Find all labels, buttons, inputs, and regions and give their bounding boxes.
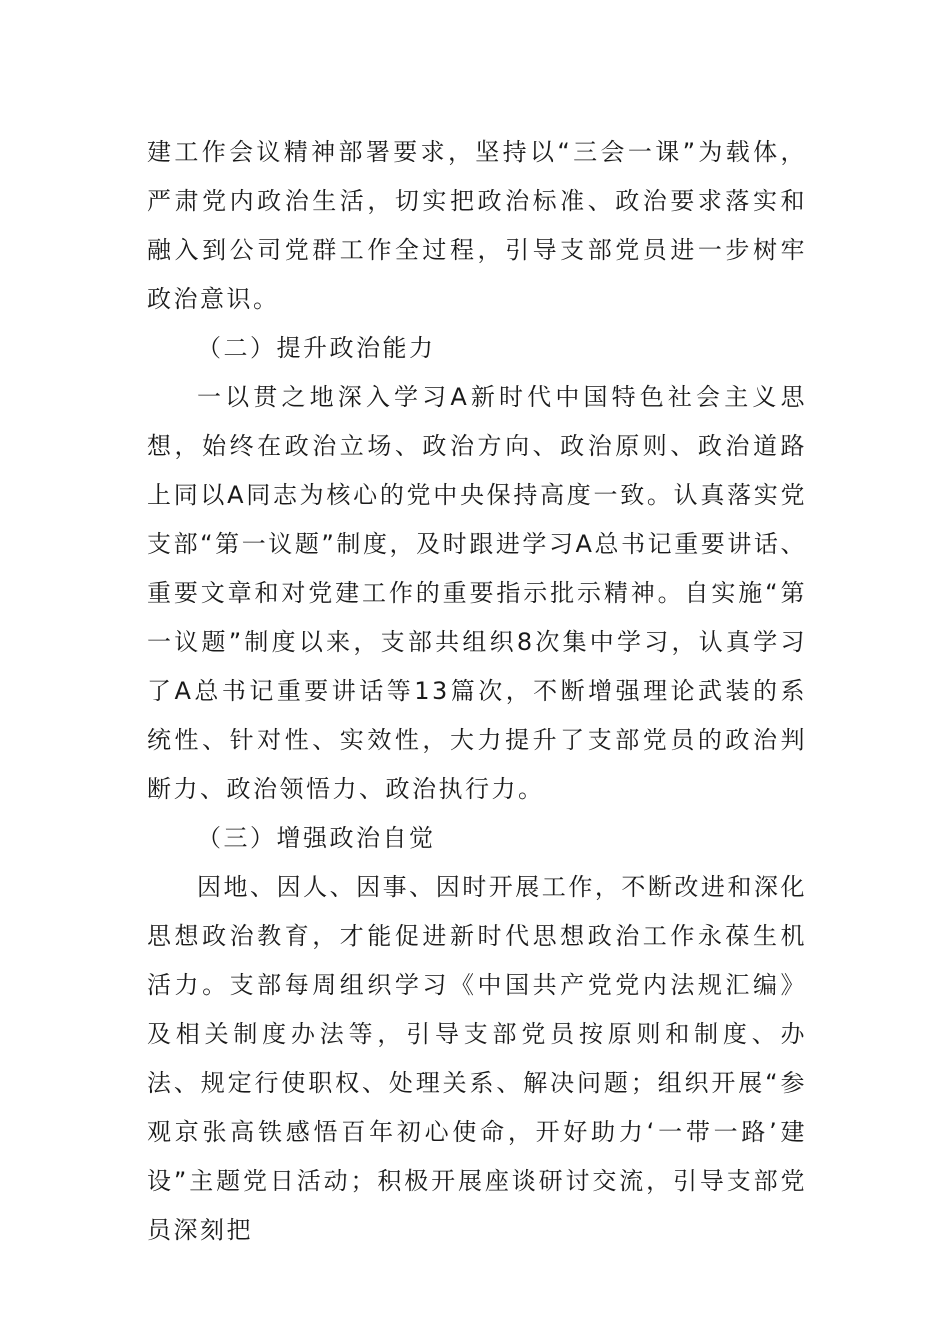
document-body <box>147 128 807 1255</box>
paragraph-political-ability: 一以贯之地深入学习A新时代中国特色社会主义思想，始终在政治立场、政治方向、政治原则、政治道路上同以A同志为核心的党中央保持高度一致。认真落实党支部“第一议题”制度，及时跟进学习A总书记重要讲话、重要文章和对党建工作的重要指示批示精神。自实施“第一议题”制度以来，支部共组织8次集中学习，认真学习了A总书记重要讲话等13篇次，不断增强理论武装的系统性、针对性、实效性，大力提升了支部党员的政治判断力、政治领悟力、政治执行力。 <box>147 383 807 803</box>
section-heading-2: （二）提升政治能力 <box>197 334 436 362</box>
section-heading-3: （三）增强政治自觉 <box>197 824 436 852</box>
paragraph-political-consciousness: 因地、因人、因事、因时开展工作，不断改进和深化思想政治教育，才能促进新时代思想政治工作永葆生机活力。支部每周组织学习《中国共产党党内法规汇编》及相关制度办法等，引导支部党员按原则和制度、办法、规定行使职权、处理关系、解决问题；组织开展“参观京张高铁感悟百年初心使命，开好助力‘一带一路’建设”主题党日活动；积极开展座谈研讨交流，引导支部党员深刻把 <box>147 873 807 1244</box>
paragraph-continuation: 建工作会议精神部署要求，坚持以“三会一课”为载体，严肃党内政治生活，切实把政治标准、政治要求落实和融入到公司党群工作全过程，引导支部党员进一步树牢政治意识。 <box>147 138 807 313</box>
